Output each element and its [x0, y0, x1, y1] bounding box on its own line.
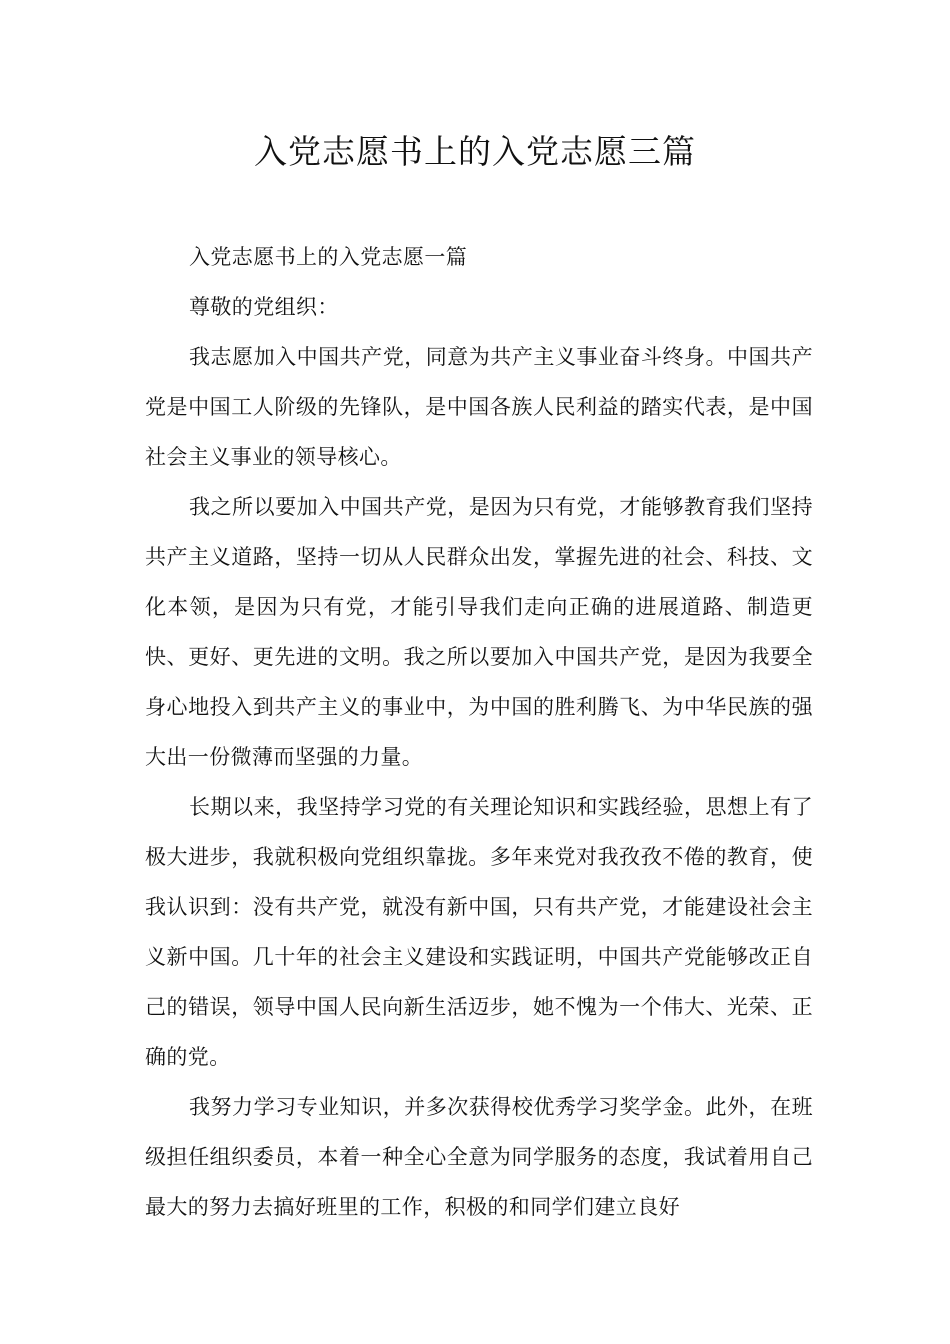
paragraph: 我志愿加入中国共产党，同意为共产主义事业奋斗终身。中国共产党是中国工人阶级的先锋队，是中国各族人民利益的踏实代表，是中国社会主义事业的领导核心。	[145, 345, 813, 469]
paragraph: 我之所以要加入中国共产党，是因为只有党，才能够教育我们坚持共产主义道路，坚持一切从人民群众出发，掌握先进的社会、科技、文化本领，是因为只有党，才能引导我们走向正确的进展道路、制造更快、更好、更先进的文明。我之所以要加入中国共产党，是因为我要全身心地投入到共产主义的事业中，为中国的胜利腾飞、为中华民族的强大出一份微薄而坚强的力量。	[145, 495, 813, 769]
paragraph: 长期以来，我坚持学习党的有关理论知识和实践经验，思想上有了极大进步，我就积极向党组织靠拢。多年来党对我孜孜不倦的教育，使我认识到：没有共产党，就没有新中国，只有共产党，才能建设社会主义新中国。几十年的社会主义建设和实践证明，中国共产党能够改正自己的错误，领导中国人民向新生活迈步，她不愧为一个伟大、光荣、正确的党。	[145, 795, 813, 1069]
paragraph-salutation: 尊敬的党组织：	[189, 295, 339, 319]
paragraph-subtitle: 入党志愿书上的入党志愿一篇	[189, 245, 468, 269]
document-body	[145, 232, 813, 1232]
paragraph: 我努力学习专业知识，并多次获得校优秀学习奖学金。此外，在班级担任组织委员，本着一种全心全意为同学服务的态度，我试着用自己最大的努力去搞好班里的工作，积极的和同学们建立良好	[145, 1095, 813, 1219]
document-title: 入党志愿书上的入党志愿三篇	[254, 132, 696, 171]
